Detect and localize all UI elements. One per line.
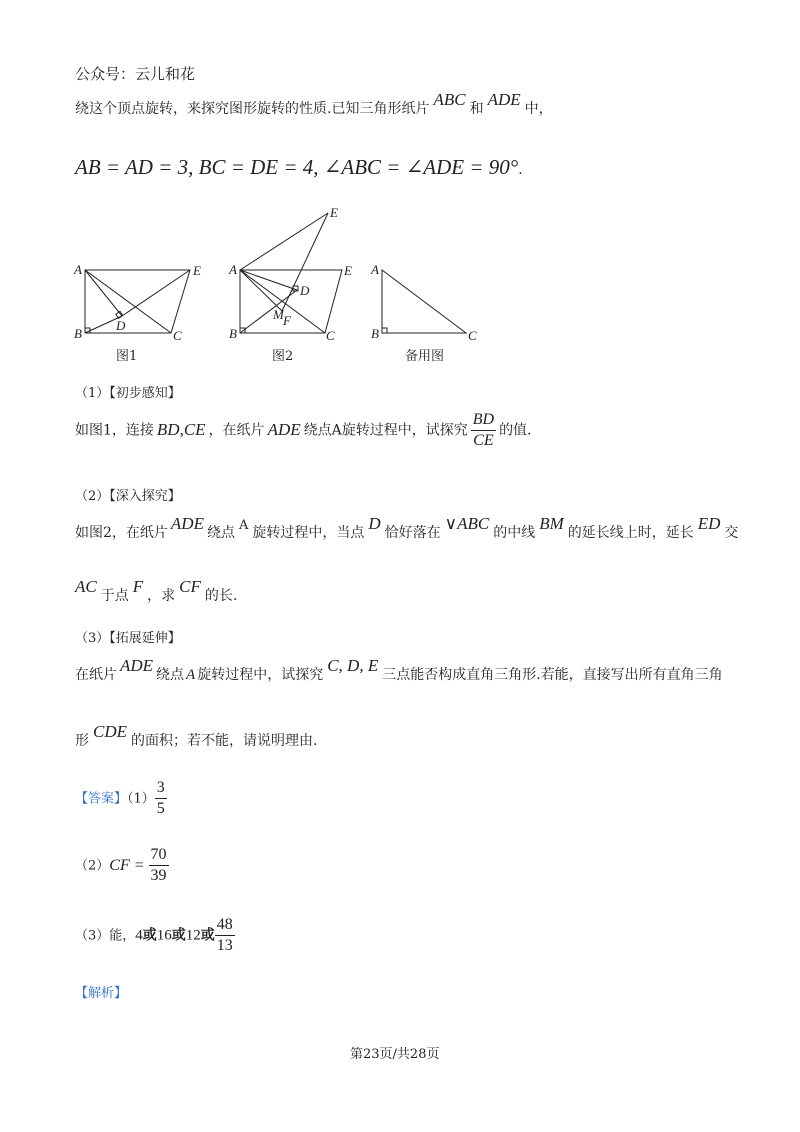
q2-m6: ED xyxy=(697,514,721,533)
figures-svg xyxy=(60,200,520,370)
answer-tag: 【答案】 xyxy=(75,791,128,807)
fig2-label-a: A xyxy=(229,262,237,277)
q3-m2: A xyxy=(186,667,196,683)
q1-m2: ADE xyxy=(267,419,301,439)
conditions-line xyxy=(75,155,523,180)
intro-tri1: ABC xyxy=(433,90,466,109)
q2-t9: ，求 xyxy=(147,588,176,604)
q2-m8: F xyxy=(132,577,144,596)
q1-t4: 的值. xyxy=(499,422,532,439)
figure-1 xyxy=(73,262,201,364)
q3-line1 xyxy=(75,656,723,684)
answer-3-v1: 4 xyxy=(135,927,143,944)
q1-body xyxy=(75,410,532,451)
q2-m5: BM xyxy=(539,514,564,533)
analysis-tag: 【解析】 xyxy=(75,986,128,1001)
q2-t1: 如图2，在纸片 xyxy=(75,525,168,541)
page-footer: 第23页/共28页 xyxy=(350,1047,440,1062)
q1-frac-num: BD xyxy=(471,410,496,431)
intro-tri2: ADE xyxy=(487,90,521,109)
fig1-label-a: A xyxy=(74,262,82,277)
answer-3-v3: 12 xyxy=(185,927,201,944)
q1-title: （1）【初步感知】 xyxy=(75,386,181,401)
q3-line2 xyxy=(75,722,318,750)
q1-t3: 绕点A旋转过程中，试探究 xyxy=(303,422,468,439)
answer-3-fraction xyxy=(215,915,235,956)
fig2-label-f: F xyxy=(283,313,291,328)
q2-m3: D xyxy=(368,514,381,533)
q3-t7: 的面积；若不能，请说明理由. xyxy=(131,733,318,749)
fig3-label-b: B xyxy=(371,326,379,341)
answer-2-fraction xyxy=(149,845,169,886)
q2-title: （2）【深入探究】 xyxy=(75,489,181,504)
q3-t3: 旋转过程中，试探究 xyxy=(197,667,324,683)
q1-t1: 如图1，连接 xyxy=(75,422,154,439)
q3-t4: 三点能否构成直角三角形.若能，直接写出所有直角三 xyxy=(382,667,709,683)
answer-1 xyxy=(75,778,167,819)
fig1-label-e: E xyxy=(193,263,201,278)
answer-2-label: （2） xyxy=(75,858,110,874)
q3-m4: CDE xyxy=(93,722,127,741)
conditions-math: AB = AD = 3, BC = DE = 4, ∠ABC = ∠ADE = 90° xyxy=(75,155,519,179)
conditions-end: . xyxy=(518,162,523,178)
q1-fraction xyxy=(471,410,496,451)
fig3-label-c: C xyxy=(468,328,477,343)
q2-t2: 绕点 xyxy=(206,525,235,541)
q3-t2: 绕点 xyxy=(156,667,185,683)
fig1-label-c: C xyxy=(173,328,182,343)
answer-3-label: （3）能， xyxy=(75,928,136,944)
fig1-caption: 图1 xyxy=(116,349,138,364)
q2-m7: AC xyxy=(75,577,97,596)
answer-3-or3: 或 xyxy=(200,927,215,944)
answer-3-den: 13 xyxy=(216,937,233,954)
intro-suffix: 中， xyxy=(524,101,553,117)
q3-t6: 形 xyxy=(75,733,89,749)
answer-2-den: 39 xyxy=(150,867,167,884)
fig1-label-d: D xyxy=(116,318,126,333)
answer-3 xyxy=(75,915,235,956)
q2-m2: A xyxy=(238,518,249,533)
q2-t4: 恰好落在 xyxy=(384,525,441,541)
answer-1-label: （1） xyxy=(127,791,155,807)
figure-2 xyxy=(228,205,352,364)
answer-3-v2: 16 xyxy=(156,927,172,944)
fig2-label-m: M xyxy=(273,307,284,322)
answer-1-num: 3 xyxy=(155,778,167,799)
q3-m3: C, D, E xyxy=(327,656,379,675)
intro-prefix: 绕这个顶点旋转，来探究图形旋转的性质.已知三角形纸片 xyxy=(75,101,430,117)
q3-t5: 角 xyxy=(708,667,723,683)
q2-m4: ∨ABC xyxy=(444,514,490,533)
fig2-caption: 图2 xyxy=(272,349,294,364)
fig2-label-d: D xyxy=(300,283,310,298)
q3-title: （3）【拓展延伸】 xyxy=(75,631,181,646)
q2-line2 xyxy=(75,577,238,605)
q1-frac-den: CE xyxy=(473,432,494,449)
intro-line xyxy=(75,90,553,118)
q2-t6: 的延长线上时，延长 xyxy=(567,525,694,541)
fig2-label-e: E xyxy=(344,263,352,278)
q2-t3: 旋转过程中，当点 xyxy=(252,525,365,541)
answer-1-den: 5 xyxy=(156,800,165,817)
answer-2-lhs: CF = xyxy=(109,856,145,874)
q3-t1: 在纸片 xyxy=(75,667,117,683)
header-source: 公众号：云儿和花 xyxy=(75,65,196,83)
fig2-label-top-e: E xyxy=(330,205,338,220)
q2-t8: 于点 xyxy=(100,588,129,604)
figure-3 xyxy=(370,262,477,364)
q2-m1: ADE xyxy=(170,514,204,533)
q2-t10: 的长. xyxy=(204,588,238,604)
q3-m1: ADE xyxy=(120,656,154,675)
answer-3-or2: 或 xyxy=(171,927,186,944)
answer-2 xyxy=(75,845,169,886)
fig3-caption: 备用图 xyxy=(405,349,445,364)
q1-t2: ，在纸片 xyxy=(208,422,265,439)
intro-and: 和 xyxy=(469,101,484,117)
fig2-label-b: B xyxy=(229,326,237,341)
q2-t7: 交 xyxy=(724,525,739,541)
fig3-label-a: A xyxy=(371,262,379,277)
q2-t5: 的中线 xyxy=(493,525,536,541)
answer-2-num: 70 xyxy=(149,845,169,866)
q2-line1 xyxy=(75,514,739,542)
answer-3-num: 48 xyxy=(215,915,235,936)
answer-1-fraction xyxy=(155,778,167,819)
answer-3-or1: 或 xyxy=(142,927,157,944)
q1-m1: BD,CE xyxy=(156,419,206,439)
q2-m9: CF xyxy=(179,577,201,596)
fig2-label-c: C xyxy=(326,328,335,343)
fig1-label-b: B xyxy=(74,326,82,341)
